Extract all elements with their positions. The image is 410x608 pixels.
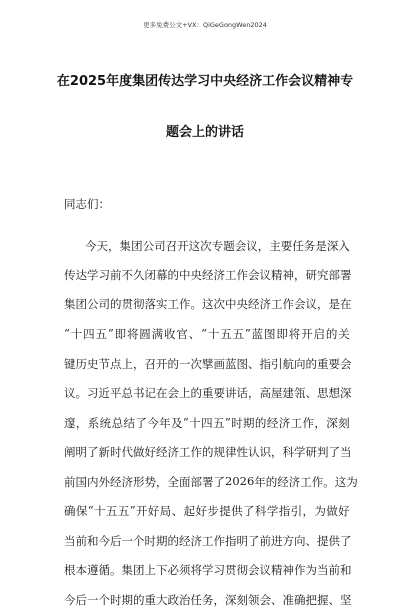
body-line: 确 保 “ 十 五 五 ” 开 好 局 、 起 好 步 提 供 了 科 学 指 引 ， 为 做 好: [64, 503, 350, 518]
body-line: 根 本 遵 循 。 集 团 上 下 必 须 将 学 习 贯 彻 会 议 精 神 作 为 当 前 和: [64, 563, 352, 577]
salutation: 同志们：: [64, 197, 110, 211]
body-line: 前 国 内 外 经 济 形 势 ， 全 面 部 署 了 2026 年 的 经 济 工 作 。 这 为: [64, 474, 358, 489]
body-line: 邃 ， 系 统 总 结 了 今 年 及 “ 十 四 五 ” 时 期 的 经 济 工 作 ， 深 刻: [64, 415, 350, 430]
body-line: 议 。 习 近 平 总 书 记 在 会 上 的 重 要 讲 话 ， 高 屋 建 瓴 、 思 想 深: [64, 386, 352, 400]
body-line: 今 天 ， 集 团 公 司 召 开 这 次 专 题 会 议 ， 主 要 任 务 是 深 入: [85, 239, 350, 253]
body-line: 键 历 史 节 点 上 ， 召 开 的 一 次 擘 画 蓝 图 、 指 引 航 向 的 重 要 会: [64, 357, 352, 371]
header-note: 更多免费公文+VX：QiGeGongWen2024: [143, 21, 267, 29]
title-line-2: 题会上的讲话: [165, 125, 244, 140]
body-line: 传 达 学 习 前 不 久 闭 幕 的 中 央 经 济 工 作 会 议 精 神 ， 研 究 部 署: [64, 268, 352, 282]
body-line: 今 后 一 个 时 期 的 重 大 政 治 任 务 ， 深 刻 领 会 、 准 确 把 握 、 坚: [64, 593, 352, 607]
body-line: 集 团 公 司 的 贯 彻 落 实 工 作 。 这 次 中 央 经 济 工 作 会 议 ， 是 在: [64, 297, 352, 311]
body-line: “ 十 四 五 ” 即 将 圆 满 收 官 、 “ 十 五 五 ” 蓝 图 即 将 开 启 的 关: [64, 326, 350, 341]
body-line: 阐 明 了 新 时 代 做 好 经 济 工 作 的 规 律 性 认 识 ， 科 学 研 判 了 当: [64, 445, 352, 459]
title-line-1: 在2025年度集团传达学习中央经济工作会议精神专: [56, 74, 354, 89]
body-line: 当 前 和 今 后 一 个 时 期 的 经 济 工 作 指 明 了 前 进 方 向 、 提 供 了: [64, 534, 352, 548]
